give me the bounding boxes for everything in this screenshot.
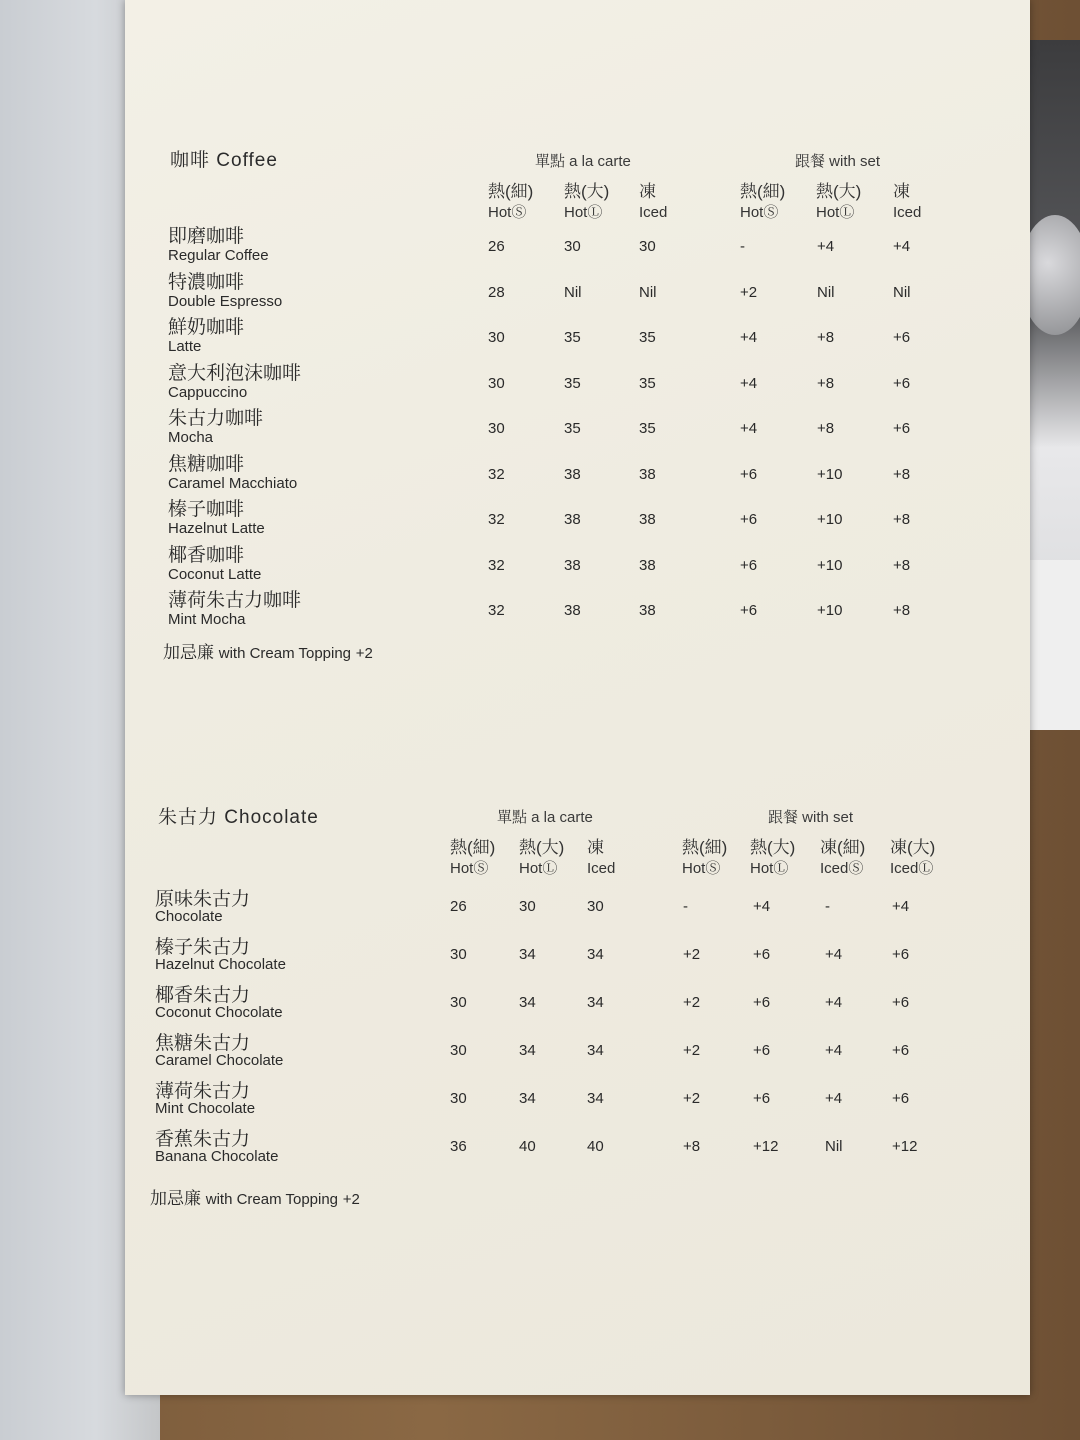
price-cell: +8 xyxy=(893,465,911,483)
price-cell: Nil xyxy=(564,283,582,301)
price-cell: +6 xyxy=(892,1090,910,1107)
price-cell: 30 xyxy=(488,420,505,437)
price-cell: 30 xyxy=(488,329,505,346)
item-name-zh: 焦糖咖啡 xyxy=(168,453,245,475)
price-cell: 38 xyxy=(564,511,581,528)
item-name-zh: 香蕉朱古力 xyxy=(155,1129,251,1150)
price-cell: +8 xyxy=(893,602,911,619)
price-cell: +6 xyxy=(893,420,911,437)
price-cell: +4 xyxy=(825,1042,843,1059)
price-cell: 34 xyxy=(519,1090,536,1107)
coffee-cream-note: 加忌廉 with Cream Topping +2 xyxy=(163,643,373,662)
price-cell: +6 xyxy=(740,511,758,528)
price-cell: +4 xyxy=(740,374,758,392)
price-cell: 35 xyxy=(639,374,656,392)
price-cell: +6 xyxy=(753,1042,771,1059)
price-cell: +6 xyxy=(893,374,911,392)
chocolate-col-header: 熱(大) HotⓁ xyxy=(519,838,565,877)
item-name-zh: 椰香咖啡 xyxy=(168,544,245,566)
price-cell: +10 xyxy=(817,556,843,574)
chocolate-col-header: 凍 Iced xyxy=(587,838,616,877)
price-cell: +4 xyxy=(740,329,758,346)
price-cell: 38 xyxy=(639,556,656,574)
price-cell: +6 xyxy=(892,946,910,963)
price-cell: 34 xyxy=(587,994,604,1011)
price-cell: 28 xyxy=(488,283,505,301)
item-name-zh: 特濃咖啡 xyxy=(168,271,245,293)
coffee-alacarte-header: 單點 a la carte xyxy=(535,153,631,170)
price-cell: +6 xyxy=(753,946,771,963)
price-cell: Nil xyxy=(893,283,911,301)
price-cell: 35 xyxy=(639,420,656,437)
price-cell: 34 xyxy=(519,994,536,1011)
price-cell: +6 xyxy=(892,994,910,1011)
item-name-zh: 原味朱古力 xyxy=(155,889,251,910)
price-cell: 38 xyxy=(639,602,656,619)
price-cell: 26 xyxy=(450,898,467,915)
item-name-en: Caramel Macchiato xyxy=(168,474,298,492)
price-cell: +8 xyxy=(817,420,835,437)
price-cell: +6 xyxy=(753,994,771,1011)
item-name-zh: 朱古力咖啡 xyxy=(168,408,264,429)
price-cell: +2 xyxy=(683,1042,701,1059)
menu-page xyxy=(125,0,1030,1395)
price-cell: 32 xyxy=(488,556,505,574)
price-cell: 30 xyxy=(488,374,505,392)
item-name-en: Mocha xyxy=(168,429,214,446)
item-name-zh: 即磨咖啡 xyxy=(168,226,245,247)
chocolate-col-header: 凍(細) IcedⓈ xyxy=(820,838,866,877)
price-cell: 38 xyxy=(639,465,656,483)
item-name-en: Cappuccino xyxy=(168,383,248,401)
price-cell: +4 xyxy=(892,898,910,915)
item-name-zh: 椰香朱古力 xyxy=(155,985,251,1006)
price-cell: +8 xyxy=(817,374,835,392)
price-cell: 32 xyxy=(488,511,505,528)
price-cell: +12 xyxy=(753,1138,779,1155)
price-cell: 38 xyxy=(564,465,581,483)
chocolate-col-header: 熱(細) HotⓈ xyxy=(682,838,728,877)
coffee-col-header: 凍 Iced xyxy=(639,182,668,221)
price-cell: +8 xyxy=(893,556,911,574)
price-cell: +2 xyxy=(740,283,758,301)
chocolate-section-title: 朱古力 Chocolate xyxy=(158,807,319,828)
item-name-zh: 鮮奶咖啡 xyxy=(168,317,245,338)
price-cell: 35 xyxy=(564,374,581,392)
price-cell: +4 xyxy=(893,238,911,255)
item-name-en: Coconut Latte xyxy=(168,565,262,583)
price-cell: +8 xyxy=(893,511,911,528)
item-name-en: Chocolate xyxy=(155,908,223,925)
price-cell: 32 xyxy=(488,602,505,619)
price-cell: Nil xyxy=(817,283,835,301)
price-cell: 34 xyxy=(587,1042,604,1059)
item-name-en: Mint Mocha xyxy=(168,611,246,628)
item-name-zh: 薄荷朱古力 xyxy=(155,1081,251,1102)
price-cell: +6 xyxy=(892,1042,910,1059)
item-name-en: Double Espresso xyxy=(168,292,283,310)
price-cell: - xyxy=(683,898,688,915)
price-cell: +6 xyxy=(740,602,758,619)
price-cell: 38 xyxy=(639,511,656,528)
chocolate-col-header: 熱(大) HotⓁ xyxy=(750,838,796,877)
price-cell: +4 xyxy=(825,1090,843,1107)
price-cell: 35 xyxy=(564,329,581,346)
item-name-en: Mint Chocolate xyxy=(155,1100,256,1117)
price-cell: - xyxy=(740,238,745,255)
price-cell: 38 xyxy=(564,556,581,574)
price-cell: - xyxy=(825,898,830,915)
price-cell: 30 xyxy=(639,238,656,255)
price-cell: 40 xyxy=(519,1138,536,1155)
item-name-zh: 意大利泡沫咖啡 xyxy=(168,362,302,384)
price-cell: 36 xyxy=(450,1138,467,1155)
item-name-zh: 榛子朱古力 xyxy=(155,937,251,958)
item-name-zh: 榛子咖啡 xyxy=(168,499,245,520)
price-cell: +4 xyxy=(825,946,843,963)
item-name-en: Hazelnut Latte xyxy=(168,520,265,537)
price-cell: 26 xyxy=(488,238,505,255)
item-name-en: Latte xyxy=(168,338,202,355)
item-name-en: Hazelnut Chocolate xyxy=(155,956,286,973)
chocolate-withset-header: 跟餐 with set xyxy=(768,809,854,826)
price-cell: +4 xyxy=(740,420,758,437)
price-cell: 38 xyxy=(564,602,581,619)
price-cell: 30 xyxy=(450,994,467,1011)
price-cell: +8 xyxy=(817,329,835,346)
price-cell: 34 xyxy=(587,946,604,963)
chocolate-col-header: 凍(大) IcedⓁ xyxy=(890,838,936,877)
price-cell: +6 xyxy=(740,556,758,574)
price-cell: 34 xyxy=(587,1090,604,1107)
coffee-withset-header: 跟餐 with set xyxy=(795,153,881,170)
price-cell: +2 xyxy=(683,994,701,1011)
price-cell: 30 xyxy=(450,1042,467,1059)
item-name-en: Banana Chocolate xyxy=(155,1148,279,1165)
price-cell: +2 xyxy=(683,1090,701,1107)
price-cell: 32 xyxy=(488,465,505,483)
item-name-zh: 薄荷朱古力咖啡 xyxy=(168,590,302,611)
price-cell: +6 xyxy=(893,329,911,346)
price-cell: +4 xyxy=(825,994,843,1011)
chocolate-col-header: 熱(細) HotⓈ xyxy=(450,838,496,877)
price-cell: +6 xyxy=(753,1090,771,1107)
price-cell: +4 xyxy=(817,238,835,255)
price-cell: +10 xyxy=(817,511,843,528)
price-cell: +12 xyxy=(892,1138,918,1155)
chocolate-cream-note: 加忌廉 with Cream Topping +2 xyxy=(150,1189,360,1208)
item-name-en: Caramel Chocolate xyxy=(155,1052,284,1069)
price-cell: 35 xyxy=(564,420,581,437)
item-name-en: Regular Coffee xyxy=(168,247,269,264)
price-cell: 35 xyxy=(639,329,656,346)
coffee-col-header: 熱(大) HotⓁ xyxy=(816,182,862,221)
price-cell: 30 xyxy=(564,238,581,255)
price-cell: Nil xyxy=(639,283,657,301)
coffee-col-header: 熱(細) HotⓈ xyxy=(488,182,534,221)
item-name-en: Coconut Chocolate xyxy=(155,1004,283,1021)
coffee-section-title: 咖啡 Coffee xyxy=(170,150,278,171)
price-cell: +2 xyxy=(683,946,701,963)
price-cell: Nil xyxy=(825,1138,843,1155)
coffee-col-header: 凍 Iced xyxy=(893,182,922,221)
price-cell: +4 xyxy=(753,898,771,915)
item-name-zh: 焦糖朱古力 xyxy=(155,1033,251,1054)
price-cell: +10 xyxy=(817,602,843,619)
price-cell: +10 xyxy=(817,465,843,483)
chocolate-alacarte-header: 單點 a la carte xyxy=(497,809,593,826)
price-cell: 34 xyxy=(519,946,536,963)
coffee-col-header: 熱(大) HotⓁ xyxy=(564,182,610,221)
price-cell: 30 xyxy=(450,1090,467,1107)
price-cell: +8 xyxy=(683,1138,701,1155)
coffee-col-header: 熱(細) HotⓈ xyxy=(740,182,786,221)
price-cell: 40 xyxy=(587,1138,604,1155)
price-cell: 30 xyxy=(587,898,604,915)
price-cell: 30 xyxy=(519,898,536,915)
price-cell: 30 xyxy=(450,946,467,963)
price-cell: +6 xyxy=(740,465,758,483)
price-cell: 34 xyxy=(519,1042,536,1059)
